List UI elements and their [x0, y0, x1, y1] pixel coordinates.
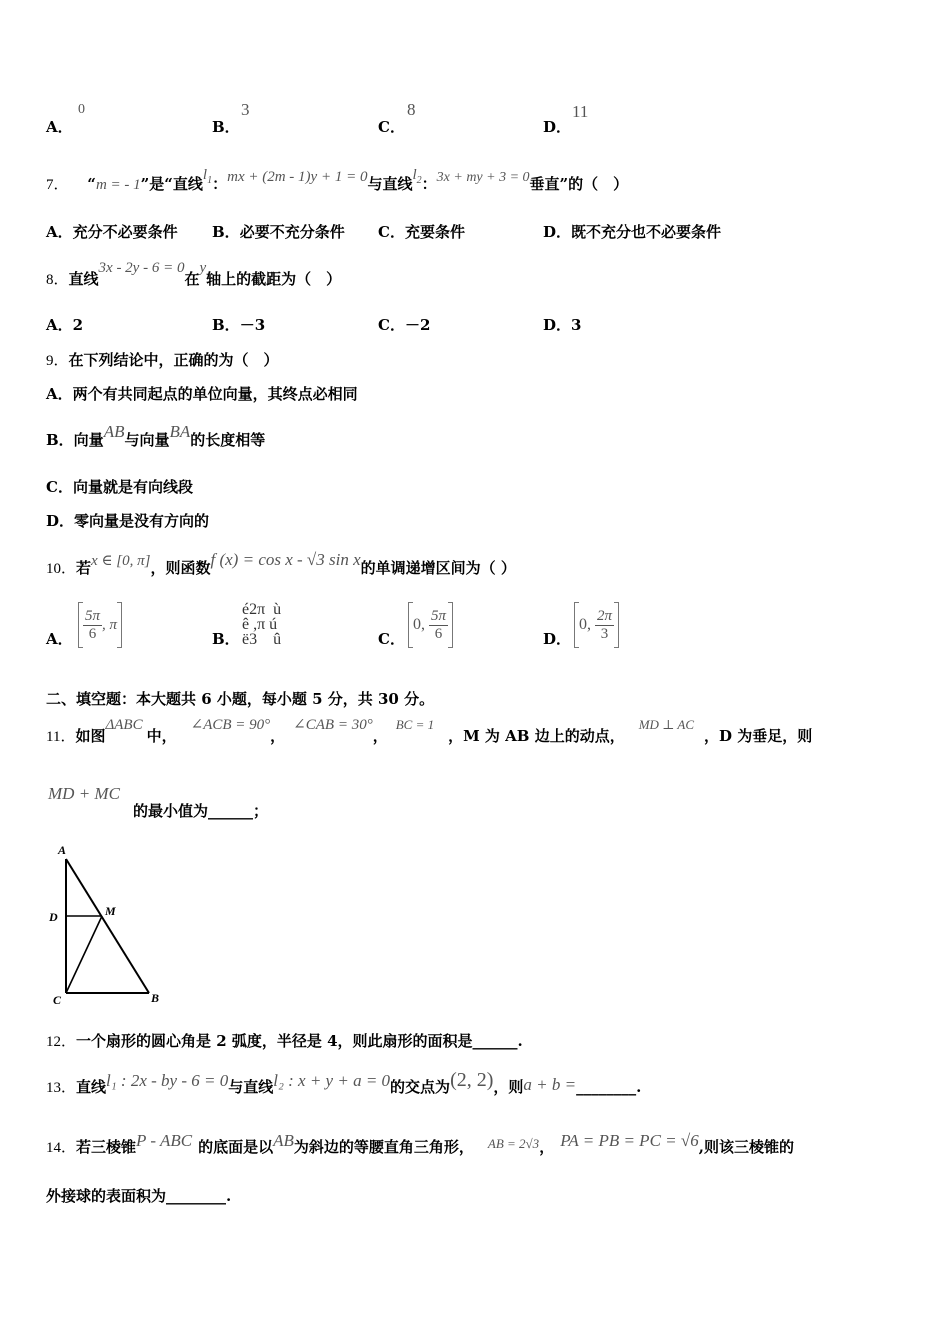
q10-option-d-label: D． — [543, 630, 572, 648]
side-ab — [66, 859, 149, 993]
q10-option-c-label: C． — [378, 630, 405, 648]
label-b: B — [151, 991, 160, 1005]
q10-option-c-value: 0, $\frac{5\pi}{6}$ — [408, 602, 453, 648]
q7-option-b: B．必要不充分条件 — [212, 223, 345, 241]
q11-expression: MD + MC — [48, 784, 120, 803]
q8-stem: 8．直线3x - 2y - 6 = 0在y轴上的截距为（ ） — [46, 260, 342, 288]
q9-option-a: A．两个有共同起点的单位向量，其终点必相同 — [46, 385, 358, 403]
q9-stem: 9．在下列结论中，正确的为（ ） — [46, 351, 279, 369]
q9-option-c: C．向量就是有向线段 — [46, 478, 193, 496]
q7-option-d: D．既不充分也不必要条件 — [543, 223, 722, 241]
segment-cm — [66, 916, 102, 993]
q8-option-d: D．3 — [543, 316, 582, 334]
q9-option-b: B．向量AB与向量BA的长度相等 — [46, 422, 266, 449]
q10-option-a-value: $\frac{5\pi}{6}$ , π — [78, 602, 122, 648]
q6-option-a-value: 0 — [78, 102, 85, 117]
q6-option-b-label: B． — [212, 118, 240, 136]
label-d: D — [49, 910, 58, 924]
triangle-figure — [44, 840, 174, 1010]
q9-option-d: D．零向量是没有方向的 — [46, 512, 210, 530]
q6-option-b-value: 3 — [241, 100, 250, 119]
q12-stem: 12．一个扇形的圆心角是 2 弧度，半径是 4，则此扇形的面积是______. — [46, 1032, 523, 1050]
q11-tail: 的最小值为______； — [133, 802, 269, 820]
q13-stem: 13．直线l₁ : 2x - by - 6 = 0与直线l₂ : x + y + a = 0的交点为(2, 2)，则a + b =________. — [46, 1069, 642, 1096]
q11-stem: 11．如图ΔABC中，∠ACB = 90°，∠CAB = 30°，BC = 1，M 为 AB 边上的动点，MD ⊥ AC，D 为垂足，则 — [46, 717, 813, 745]
q7-option-a: A．充分不必要条件 — [46, 223, 178, 241]
q10-option-b-value: é2π ù ê ,π ú ë3 û — [242, 601, 282, 648]
q8-option-c: C．－2 — [378, 316, 431, 334]
q6-option-c-value: 8 — [407, 100, 416, 119]
q6-option-c-label: C． — [378, 118, 405, 136]
label-a: A — [58, 843, 67, 857]
q10-option-a-label: A． — [46, 630, 73, 648]
q7-stem: 7． “m = - 1”是“直线$l_1$：mx + (2m - 1)y + 1 = 0与直线$l_2$：3x + my + 3 = 0垂直”的（ ） — [46, 167, 629, 193]
q14-line2: 外接球的表面积为________. — [46, 1187, 232, 1205]
q6-option-d-value: 11 — [572, 102, 589, 121]
q14-stem: 14．若三棱锥P - ABC 的底面是以AB为斜边的等腰直角三角形， AB = 2√3， PA = PB = PC = √6,则该三棱锥的 — [46, 1131, 794, 1156]
q8-option-a: A．2 — [46, 316, 84, 334]
q7-option-c: C．充要条件 — [378, 223, 465, 241]
q10-option-b-label: B． — [212, 630, 240, 648]
q10-stem: 10．若x ∈ [0, π]，则函数f (x) = cos x - √3 sin x的单调递增区间为（ ） — [46, 550, 516, 577]
section-2-heading: 二、填空题：本大题共 6 小题，每小题 5 分，共 30 分。 — [46, 690, 435, 708]
label-c: C — [53, 993, 62, 1007]
q8-option-b: B．－3 — [212, 316, 266, 334]
q6-option-d-label: D． — [543, 118, 572, 136]
label-m: M — [105, 904, 116, 918]
q6-option-a-label: A． — [46, 118, 73, 136]
q10-option-d-value: 0, $\frac{2\pi}{3}$ — [574, 602, 619, 648]
